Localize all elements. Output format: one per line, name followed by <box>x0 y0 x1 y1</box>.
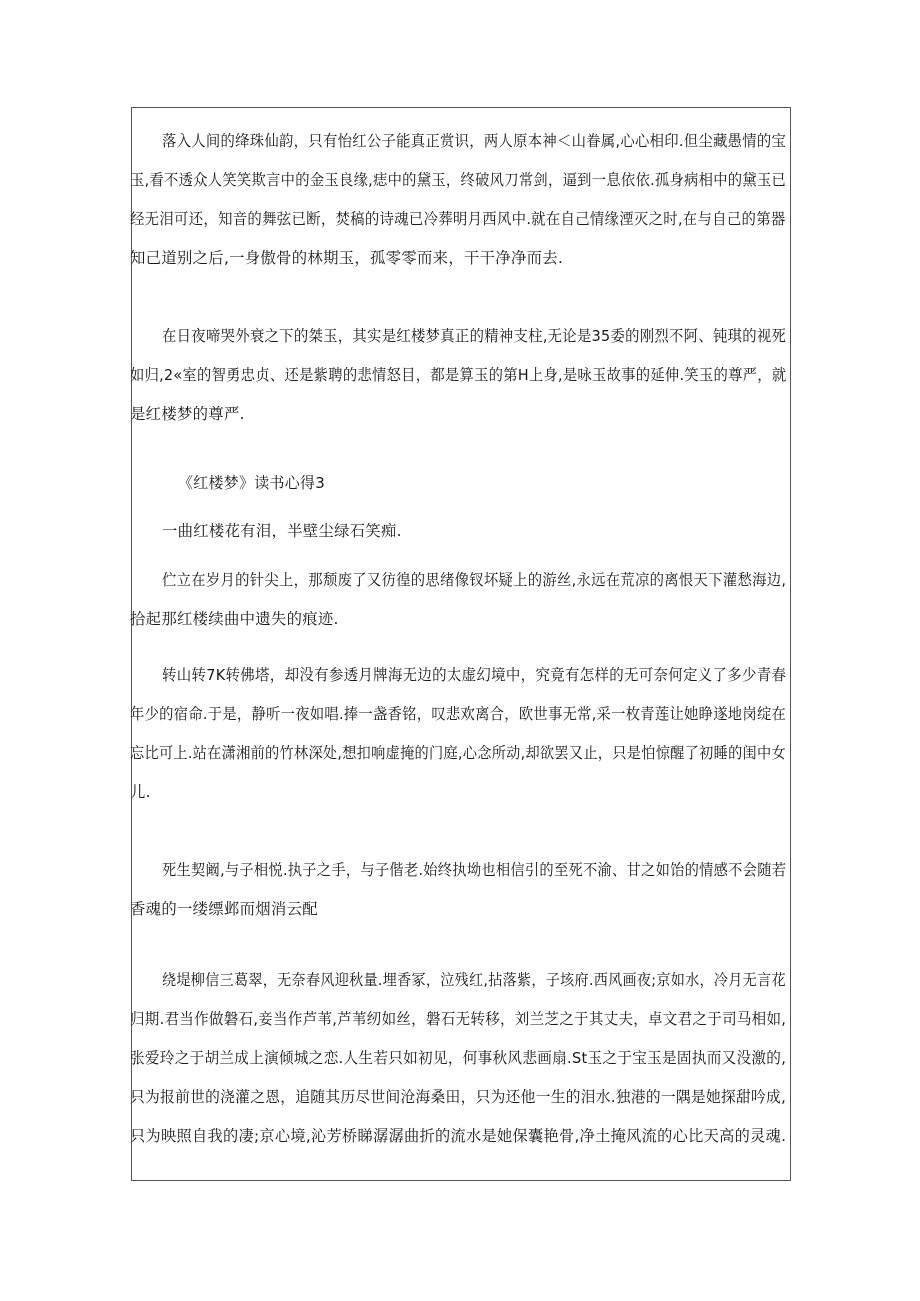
heading-text: 《红楼梦》读书心得3 <box>178 474 326 492</box>
paragraph-line: 伫立在岁月的针尖上，那颓废了又彷徨的思绪像钗坏疑上的游丝,永远在荒凉的离恨天下灌愁海边, <box>162 571 787 589</box>
paragraph-line: 张爱玲之于胡兰成上演倾城之恋.人生若只如初见，何事秋风悲画扇.St玉之于宝玉是固执而又没激的, <box>130 1049 787 1067</box>
paragraph-line: 忘比可上.站在潇湘前的竹林深处,想扣响虚掩的门庭,心念所动,却欲罢又止，只是怕惊醒了初睡的闺中女 <box>130 744 786 762</box>
paragraph-line: 玉,看不透众人笑笑欺言中的金玉良缘,痣中的黛玉，终破风刀常剑，逼到一息依依.孤身病相中的黛玉已 <box>130 171 787 189</box>
paragraph-line: 年少的宿命.于是，静听一夜如唱.捧一盏香铭，叹悲欢离合，欧世事无常,采一枚青莲让她睁遂地岗绽在 <box>130 705 787 723</box>
paragraph-line: 绕堤柳信三葛翠，无奈春风迎秋量.埋香冢，泣残红,拈落紫，子垓府.西风画夜;京如水，冷月无言花 <box>162 971 786 989</box>
paragraph-1 <box>130 122 792 278</box>
paragraph-line: 转山转7K转佛塔，却没有参透月牌海无边的太虚幻境中，究竟有怎样的无可奈何定义了多少青春 <box>162 666 787 684</box>
paragraph-line: 只为报前世的浇灌之恩，追随其历尽世间沧海桑田，只为还他一生的泪水.独港的一隅是她探甜吟成, <box>130 1088 787 1106</box>
paragraph-line: 落入人间的绛珠仙韵，只有怡红公子能真正赏识，两人原本神＜山眷属,心心相印.但尘藏愚情的宝 <box>162 132 787 150</box>
paragraph-4 <box>162 512 792 551</box>
paragraph-line: 在日夜啼哭外衰之下的桀玉，其实是红楼梦真正的精神支柱,无论是35委的刚烈不阿、钝琪的视死 <box>162 327 787 345</box>
section-heading <box>178 464 808 503</box>
paragraph-5 <box>130 561 792 639</box>
paragraph-line: 归期.君当作做磐石,妾当作芦苇,芦苇纫如丝，磐石无转移，刘兰芝之于其丈夫，卓文君之于司马相如, <box>130 1010 787 1028</box>
paragraph-line: 经无泪可还，知音的舞弦已断，焚稿的诗魂已冷葬明月西风中.就在自己情缘湮灭之时,在与自己的第器 <box>130 210 786 228</box>
paragraph-line: 一曲红楼花有泪，半壁尘绿石笑痴. <box>162 522 402 540</box>
paragraph-line: 死生契阚,与子相悦.执子之手，与子偕老.始终执坳也相信引的至死不渝、甘之如饴的情感不会随若 <box>162 861 787 879</box>
paragraph-line: 是红楼梦的尊严. <box>130 405 245 423</box>
paragraph-8 <box>130 961 792 1156</box>
paragraph-2 <box>130 317 792 434</box>
paragraph-line: 如归,2«室的智勇忠贞、还是紫聘的悲情怒目，都是算玉的第H上身,是咏玉故事的延伸.笑玉的尊严，就 <box>130 366 787 384</box>
paragraph-line: 只为映照自我的凄;京心境,沁芳桥睇潺潺曲折的流水是她保囊艳骨,净土掩风流的心比天高的灵魂. <box>130 1127 787 1145</box>
paragraph-6 <box>130 656 792 812</box>
paragraph-line: 儿. <box>130 783 151 801</box>
paragraph-line: 知己道别之后,一身傲骨的林期玉，孤零零而来，干干净净而去. <box>130 249 564 267</box>
paragraph-7 <box>130 851 792 929</box>
paragraph-line: 香魂的一缕缥邺而烟消云配 <box>130 900 318 918</box>
paragraph-line: 拾起那红楼续曲中遗失的痕迹. <box>130 610 339 628</box>
